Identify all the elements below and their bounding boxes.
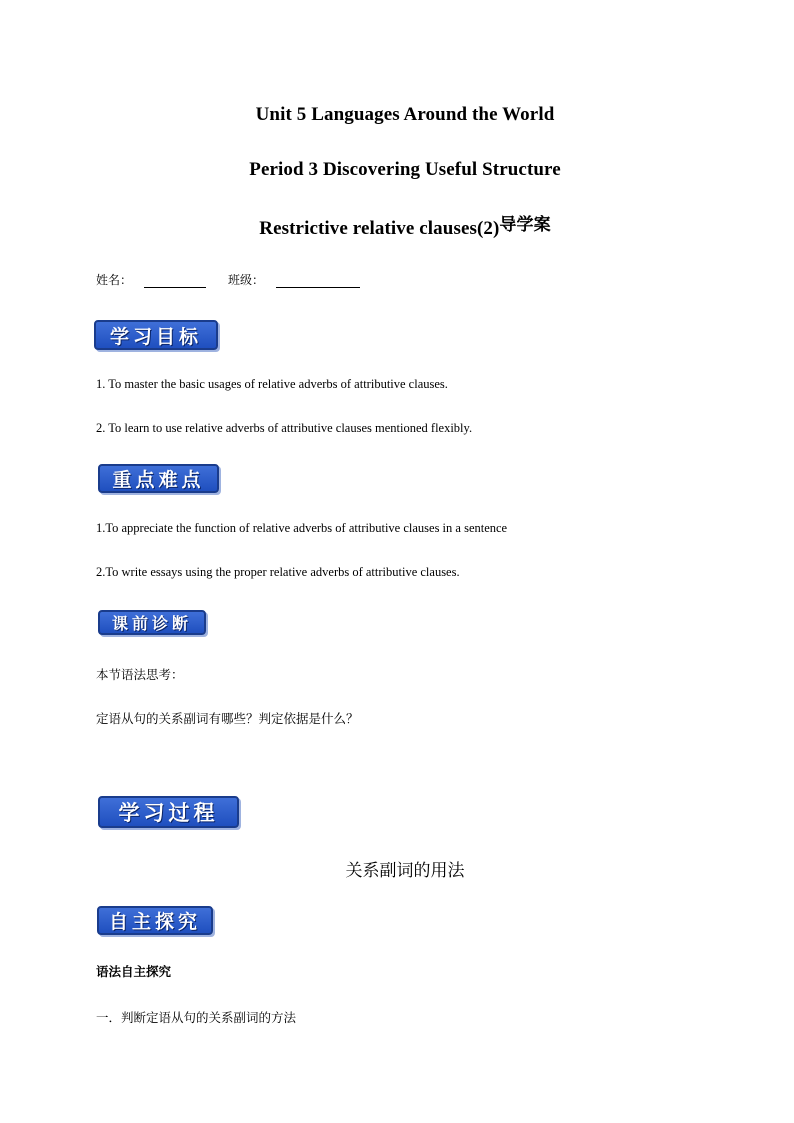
- diagnosis-intro: 本节语法思考：: [96, 667, 184, 682]
- name-label: 姓名：: [96, 273, 133, 287]
- keypoint-1: 1.To appreciate the function of relative adverbs of attributive clauses in a sentence: [96, 521, 508, 535]
- title-topic: [0, 214, 794, 240]
- class-field[interactable]: [276, 287, 360, 288]
- diagnosis-badge: 课前诊断: [98, 610, 206, 635]
- explore-badge: 自主探究: [97, 906, 213, 935]
- explore-item-1: 一．判断定语从句的关系副词的方法: [96, 1010, 297, 1025]
- name-field[interactable]: [144, 287, 206, 288]
- class-label: 班级：: [228, 273, 265, 287]
- keypoints-badge: 重点难点: [98, 464, 219, 493]
- title-topic-cn: 导学案: [499, 215, 551, 235]
- process-heading: 关系副词的用法: [345, 861, 465, 881]
- diagnosis-question: 定语从句的关系副词有哪些？判定依据是什么？: [96, 711, 359, 726]
- title-topic-en: Restrictive relative clauses(2): [259, 218, 500, 239]
- title-period: Period 3 Discovering Useful Structure: [249, 159, 561, 180]
- objective-2: 2. To learn to use relative adverbs of attributive clauses mentioned flexibly.: [96, 421, 473, 435]
- title-unit: Unit 5 Languages Around the World: [255, 104, 555, 125]
- process-badge: 学习过程: [98, 796, 239, 828]
- keypoint-2: 2.To write essays using the proper relative adverbs of attributive clauses.: [96, 565, 460, 579]
- objectives-badge: 学习目标: [94, 320, 218, 350]
- explore-title: 语法自主探究: [96, 964, 172, 979]
- objective-1: 1. To master the basic usages of relative adverbs of attributive clauses.: [96, 377, 448, 391]
